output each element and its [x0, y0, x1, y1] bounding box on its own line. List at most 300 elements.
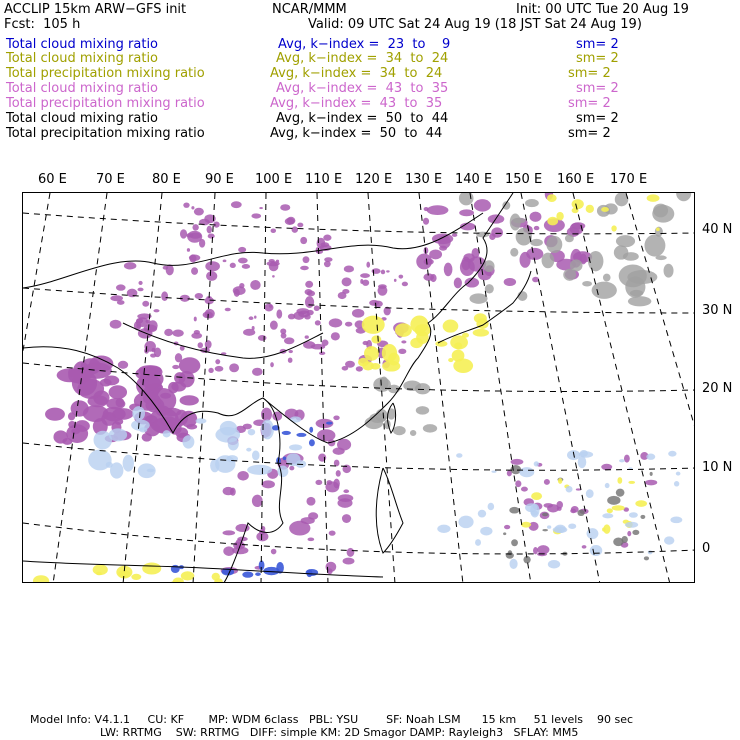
lightblue-cloud-cell — [131, 420, 150, 431]
purple-cloud-cell — [319, 351, 325, 355]
yellow-cloud-cell — [476, 318, 488, 329]
lightblue-cloud-cell — [480, 527, 492, 536]
purple-cloud-cell — [161, 291, 168, 301]
purple-cloud-cell — [135, 367, 158, 380]
purple-cloud-cell — [314, 305, 320, 311]
purple-cloud-cell — [124, 262, 136, 269]
grey-cloud-cell — [510, 248, 518, 257]
purple-cloud-cell — [416, 254, 432, 270]
lat-line-40n — [23, 213, 695, 234]
purple-cloud-cell — [363, 341, 369, 345]
lightblue-cloud-cell — [475, 539, 481, 546]
purple-cloud-cell — [205, 340, 212, 349]
grey-cloud-cell — [393, 426, 406, 435]
purple-cloud-cell — [423, 273, 434, 280]
purple-cloud-cell — [342, 289, 349, 294]
purple-cloud-cell — [206, 271, 217, 281]
purple-cloud-cell — [386, 270, 390, 272]
purple-cloud-cell — [238, 258, 248, 264]
purple-cloud-cell — [254, 315, 257, 318]
purple-cloud-cell — [230, 263, 236, 268]
grey-cloud-cell — [607, 496, 620, 505]
lightblue-cloud-cell — [290, 416, 302, 422]
purple-cloud-cell — [342, 277, 352, 286]
purple-cloud-cell — [352, 309, 364, 318]
purple-cloud-cell — [366, 262, 370, 268]
purple-cloud-cell — [205, 261, 220, 271]
purple-cloud-cell — [307, 290, 315, 296]
legend-name: Total cloud mixing ratio — [6, 37, 159, 52]
purple-cloud-cell — [399, 275, 404, 279]
lightblue-cloud-cell — [289, 444, 302, 450]
yellow-cloud-cell — [547, 217, 558, 226]
purple-cloud-cell — [582, 545, 587, 549]
lightblue-cloud-cell — [183, 435, 195, 448]
lightblue-cloud-cell — [456, 453, 462, 458]
purple-cloud-cell — [71, 428, 80, 434]
purple-cloud-cell — [45, 408, 65, 421]
purple-cloud-cell — [315, 320, 321, 325]
lon-label: 170 E — [610, 172, 648, 187]
purple-cloud-cell — [270, 320, 278, 329]
grey-cloud-cell — [483, 260, 494, 272]
grey-cloud-cell — [517, 291, 527, 301]
purple-cloud-cell — [394, 279, 397, 282]
purple-cloud-cell — [259, 207, 263, 209]
purple-cloud-cell — [137, 288, 143, 292]
purple-cloud-cell — [180, 229, 187, 238]
legend-sm: sm= 2 — [576, 81, 619, 96]
purple-cloud-cell — [153, 309, 159, 312]
yellow-cloud-cell — [142, 562, 161, 574]
purple-cloud-cell — [297, 223, 303, 228]
legend-name: Total cloud mixing ratio — [6, 51, 159, 66]
purple-cloud-cell — [343, 489, 349, 493]
lightblue-cloud-cell — [670, 516, 682, 523]
valid-time: Valid: 09 UTC Sat 24 Aug 19 (18 JST Sat 24 Aug 19) — [308, 17, 642, 32]
purple-cloud-cell — [225, 308, 231, 312]
purple-cloud-cell — [230, 488, 236, 496]
purple-cloud-cell — [318, 453, 326, 461]
yellow-cloud-cell — [362, 316, 385, 334]
purple-cloud-cell — [172, 329, 183, 336]
purple-cloud-cell — [356, 366, 363, 371]
lightblue-cloud-cell — [109, 428, 127, 441]
lightblue-cloud-cell — [437, 525, 450, 533]
purple-cloud-cell — [463, 253, 475, 262]
yellow-cloud-cell — [586, 205, 594, 213]
yellow-cloud-cell — [473, 329, 489, 337]
purple-cloud-cell — [534, 226, 540, 230]
purple-cloud-cell — [153, 418, 174, 433]
legend-avg: Avg, k−index = 50 to 44 — [276, 111, 449, 126]
purple-cloud-cell — [272, 275, 275, 277]
yellow-cloud-cell — [410, 338, 423, 348]
purple-cloud-cell — [109, 385, 127, 399]
purple-cloud-cell — [103, 407, 126, 421]
lightblue-cloud-cell — [110, 462, 123, 478]
grey-cloud-cell — [503, 532, 506, 535]
blue-cloud-cell — [309, 439, 315, 446]
purple-cloud-cell — [250, 280, 260, 290]
purple-cloud-cell — [402, 282, 408, 287]
lightblue-cloud-cell — [548, 560, 560, 568]
forecast-hour: Fcst: 105 h — [4, 17, 81, 32]
blue-cloud-cell — [326, 422, 333, 425]
legend-sm: sm= 2 — [568, 126, 611, 141]
purple-cloud-cell — [444, 263, 453, 277]
lightblue-cloud-cell — [547, 525, 551, 528]
legend-sm: sm= 2 — [568, 66, 611, 81]
lightblue-cloud-cell — [196, 418, 207, 424]
purple-cloud-cell — [208, 234, 215, 239]
legend-name: Total cloud mixing ratio — [6, 81, 159, 96]
purple-cloud-cell — [205, 309, 215, 319]
purple-cloud-cell — [194, 317, 197, 322]
blue-cloud-cell — [255, 572, 261, 576]
purple-cloud-cell — [423, 218, 429, 225]
lightblue-cloud-cell — [510, 559, 518, 569]
purple-cloud-cell — [343, 558, 355, 565]
blue-cloud-cell — [283, 457, 287, 461]
purple-cloud-cell — [296, 308, 309, 314]
grey-cloud-cell — [509, 507, 519, 514]
blue-cloud-cell — [282, 431, 291, 435]
grey-cloud-cell — [546, 236, 562, 253]
purple-cloud-cell — [192, 224, 198, 230]
purple-cloud-cell — [215, 359, 220, 364]
purple-cloud-cell — [362, 280, 369, 286]
purple-cloud-cell — [342, 366, 349, 371]
purple-cloud-cell — [180, 395, 199, 405]
purple-cloud-cell — [116, 284, 126, 290]
physics-info: LW: RRTMG SW: RRTMG DIFF: simple KM: 2D Smagor DAMP: Rayleigh3 SFLAY: MM5 — [100, 726, 579, 739]
purple-cloud-cell — [544, 479, 550, 485]
yellow-cloud-cell — [212, 573, 220, 581]
lightblue-cloud-cell — [478, 510, 486, 518]
purple-cloud-cell — [233, 286, 246, 295]
grey-cloud-cell — [375, 409, 387, 422]
blue-cloud-cell — [171, 565, 180, 573]
purple-cloud-cell — [520, 252, 531, 268]
organization: NCAR/MMM — [272, 2, 347, 17]
lightblue-cloud-cell — [605, 483, 610, 488]
yellow-cloud-cell — [131, 574, 141, 580]
purple-cloud-cell — [381, 270, 385, 275]
blue-cloud-cell — [242, 571, 253, 577]
grey-cloud-cell — [410, 430, 416, 436]
purple-cloud-cell — [237, 471, 248, 481]
grey-cloud-cell — [530, 239, 543, 246]
purple-cloud-cell — [288, 357, 293, 362]
purple-cloud-cell — [249, 316, 254, 320]
lightblue-cloud-cell — [590, 545, 603, 556]
purple-cloud-cell — [533, 547, 538, 554]
purple-cloud-cell — [191, 206, 194, 209]
lightblue-cloud-cell — [668, 451, 676, 457]
lightblue-cloud-cell — [252, 450, 260, 460]
purple-cloud-cell — [284, 337, 294, 344]
purple-cloud-cell — [289, 350, 293, 353]
purple-cloud-cell — [300, 266, 309, 270]
lightblue-cloud-cell — [163, 430, 171, 437]
purple-cloud-cell — [215, 366, 224, 372]
lightblue-cloud-cell — [488, 503, 495, 511]
grey-cloud-cell — [511, 539, 518, 546]
purple-cloud-cell — [315, 480, 322, 485]
lightblue-cloud-cell — [246, 448, 251, 452]
purple-cloud-cell — [199, 239, 205, 248]
lon-label: 90 E — [205, 172, 234, 187]
yellow-cloud-cell — [607, 508, 613, 513]
purple-cloud-cell — [189, 254, 196, 262]
purple-cloud-cell — [360, 273, 370, 278]
purple-cloud-cell — [71, 400, 89, 416]
purple-cloud-cell — [243, 424, 252, 430]
lon-label: 100 E — [255, 172, 293, 187]
grey-cloud-cell — [655, 255, 666, 260]
lon-label: 70 E — [96, 172, 125, 187]
purple-cloud-cell — [624, 455, 630, 463]
yellow-cloud-cell — [558, 478, 562, 484]
lightblue-cloud-cell — [123, 455, 134, 472]
north-border — [23, 213, 483, 288]
grey-cloud-cell — [577, 510, 584, 517]
yellow-cloud-cell — [602, 527, 606, 531]
purple-cloud-cell — [401, 340, 406, 343]
lon-line-100e — [261, 193, 266, 583]
purple-cloud-cell — [424, 207, 429, 211]
yellow-cloud-cell — [181, 571, 195, 580]
purple-cloud-cell — [570, 223, 584, 235]
purple-cloud-cell — [374, 301, 383, 307]
legend-sm: sm= 2 — [576, 37, 619, 52]
purple-cloud-cell — [439, 246, 447, 251]
purple-cloud-cell — [305, 335, 309, 338]
lat-label: 10 N — [702, 460, 733, 475]
lon-label: 150 E — [505, 172, 543, 187]
purple-cloud-cell — [53, 430, 67, 443]
legend-sm: sm= 2 — [576, 51, 619, 66]
purple-cloud-cell — [329, 530, 336, 535]
purple-cloud-cell — [251, 213, 261, 218]
purple-cloud-cell — [195, 293, 203, 299]
purple-cloud-cell — [207, 226, 212, 234]
purple-cloud-cell — [305, 296, 314, 308]
lightblue-cloud-cell — [568, 523, 576, 529]
grey-cloud-cell — [565, 234, 574, 242]
purple-cloud-cell — [324, 257, 332, 262]
purple-cloud-cell — [280, 329, 286, 334]
lon-label: 110 E — [305, 172, 343, 187]
purple-cloud-cell — [238, 247, 246, 253]
purple-cloud-cell — [142, 301, 149, 307]
grey-cloud-cell — [476, 232, 489, 238]
lat-label: 20 N — [702, 381, 733, 396]
purple-cloud-cell — [138, 281, 142, 285]
model-title: ACCLIP 15km ARW−GFS init — [4, 2, 187, 17]
yellow-cloud-cell — [450, 335, 468, 349]
purple-cloud-cell — [208, 368, 213, 373]
grey-cloud-cell — [416, 406, 429, 415]
purple-cloud-cell — [432, 233, 453, 244]
lightblue-cloud-cell — [248, 429, 255, 436]
purple-cloud-cell — [378, 286, 388, 296]
lat-label: 0 — [702, 541, 711, 556]
legend-sm: sm= 2 — [568, 96, 611, 111]
purple-cloud-cell — [300, 237, 307, 244]
legend-name: Total precipitation mixing ratio — [6, 66, 205, 81]
purple-cloud-cell — [179, 357, 200, 374]
purple-cloud-cell — [232, 547, 248, 555]
purple-cloud-cell — [306, 497, 315, 506]
cloud-fields — [33, 193, 691, 583]
purple-cloud-cell — [557, 507, 562, 511]
purple-cloud-cell — [174, 372, 185, 384]
purple-cloud-cell — [398, 349, 406, 354]
lon-label: 130 E — [405, 172, 443, 187]
purple-cloud-cell — [474, 199, 491, 211]
lightblue-cloud-cell — [629, 512, 638, 518]
lightblue-cloud-cell — [277, 465, 288, 477]
lightblue-cloud-cell — [220, 421, 237, 436]
legend-avg: Avg, k−index = 34 to 24 — [270, 66, 443, 81]
purple-cloud-cell — [452, 233, 457, 237]
purple-cloud-cell — [186, 233, 193, 237]
yellow-cloud-cell — [611, 225, 616, 231]
purple-cloud-cell — [344, 266, 354, 273]
grey-cloud-cell — [513, 218, 526, 224]
yellow-cloud-cell — [635, 500, 647, 507]
purple-cloud-cell — [601, 464, 612, 470]
lightblue-cloud-cell — [138, 463, 156, 478]
grey-cloud-cell — [542, 253, 555, 269]
purple-cloud-cell — [118, 361, 128, 369]
lightblue-cloud-cell — [525, 503, 537, 512]
grey-cloud-cell — [616, 235, 635, 247]
grey-cloud-cell — [628, 296, 651, 306]
purple-cloud-cell — [191, 333, 202, 339]
lon-label: 140 E — [455, 172, 493, 187]
purple-cloud-cell — [329, 318, 343, 327]
purple-cloud-cell — [331, 332, 340, 340]
grey-cloud-cell — [623, 252, 639, 261]
purple-cloud-cell — [110, 320, 122, 329]
lightblue-cloud-cell — [132, 406, 145, 421]
purple-cloud-cell — [223, 260, 227, 263]
purple-cloud-cell — [269, 259, 275, 262]
yellow-cloud-cell — [93, 564, 108, 575]
lightblue-cloud-cell — [534, 461, 539, 466]
purple-cloud-cell — [521, 487, 528, 492]
yellow-cloud-cell — [531, 492, 542, 500]
lightblue-cloud-cell — [210, 459, 219, 472]
yellow-cloud-cell — [443, 320, 459, 333]
purple-cloud-cell — [511, 459, 524, 465]
grey-cloud-cell — [525, 199, 539, 207]
purple-cloud-cell — [342, 514, 351, 523]
grey-cloud-cell — [616, 489, 625, 497]
purple-cloud-cell — [264, 304, 273, 312]
lon-label: 80 E — [152, 172, 181, 187]
purple-cloud-cell — [258, 335, 267, 341]
lightblue-cloud-cell — [664, 536, 674, 544]
purple-cloud-cell — [504, 278, 516, 286]
purple-cloud-cell — [303, 256, 310, 263]
yellow-cloud-cell — [612, 505, 625, 510]
purple-cloud-cell — [142, 433, 152, 442]
grey-cloud-cell — [459, 193, 474, 205]
yellow-cloud-cell — [628, 481, 635, 484]
yellow-cloud-cell — [556, 212, 563, 221]
purple-cloud-cell — [262, 480, 275, 488]
purple-cloud-cell — [537, 545, 549, 554]
grey-cloud-cell — [470, 293, 488, 303]
purple-cloud-cell — [305, 281, 313, 288]
lightblue-cloud-cell — [519, 467, 534, 477]
lon-line-90e — [193, 193, 215, 583]
lightblue-cloud-cell — [648, 550, 653, 554]
legend-name: Total precipitation mixing ratio — [6, 96, 205, 111]
model-info: Model Info: V4.1.1 CU: KF MP: WDM 6class PBL: YSU SF: Noah LSM 15 km 51 levels 90 sec — [30, 713, 634, 726]
purple-cloud-cell — [166, 264, 174, 275]
blue-cloud-cell — [309, 427, 313, 433]
yellow-cloud-cell — [371, 335, 381, 343]
yellow-cloud-cell — [647, 194, 660, 202]
yellow-cloud-cell — [601, 207, 609, 212]
purple-cloud-cell — [325, 481, 339, 492]
purple-cloud-cell — [57, 368, 83, 382]
purple-cloud-cell — [345, 322, 352, 327]
grey-cloud-cell — [644, 234, 665, 256]
lightblue-cloud-cell — [625, 522, 638, 528]
purple-cloud-cell — [323, 235, 331, 241]
purple-cloud-cell — [271, 229, 276, 233]
purple-cloud-cell — [336, 470, 341, 477]
init-time: Init: 00 UTC Tue 20 Aug 19 — [516, 2, 689, 17]
legend-name: Total cloud mixing ratio — [6, 111, 159, 126]
yellow-cloud-cell — [33, 575, 49, 583]
purple-cloud-cell — [454, 277, 462, 288]
purple-cloud-cell — [333, 448, 345, 455]
grey-cloud-cell — [621, 536, 627, 543]
lightblue-cloud-cell — [566, 486, 573, 493]
legend-avg: Avg, k−index = 34 to 24 — [276, 51, 449, 66]
lightblue-cloud-cell — [586, 489, 594, 498]
grey-cloud-cell — [582, 281, 592, 286]
lightblue-cloud-cell — [491, 470, 496, 472]
blue-cloud-cell — [296, 433, 306, 437]
purple-cloud-cell — [308, 537, 315, 541]
purple-cloud-cell — [136, 317, 149, 327]
purple-cloud-cell — [289, 521, 310, 536]
purple-cloud-cell — [427, 205, 449, 215]
lightblue-cloud-cell — [458, 516, 473, 529]
grey-cloud-cell — [423, 424, 437, 432]
legend-avg: Avg, k−index = 50 to 44 — [270, 126, 443, 141]
purple-cloud-cell — [270, 362, 274, 367]
purple-cloud-cell — [172, 365, 179, 369]
lat-label: 30 N — [702, 303, 733, 318]
purple-cloud-cell — [222, 530, 235, 535]
legend-sm: sm= 2 — [576, 111, 619, 126]
philippines-coast — [376, 468, 403, 553]
map-panel — [22, 192, 695, 583]
lon-label: 120 E — [355, 172, 393, 187]
lon-line-140e — [470, 193, 531, 583]
purple-cloud-cell — [276, 260, 279, 263]
yellow-cloud-cell — [521, 522, 531, 528]
